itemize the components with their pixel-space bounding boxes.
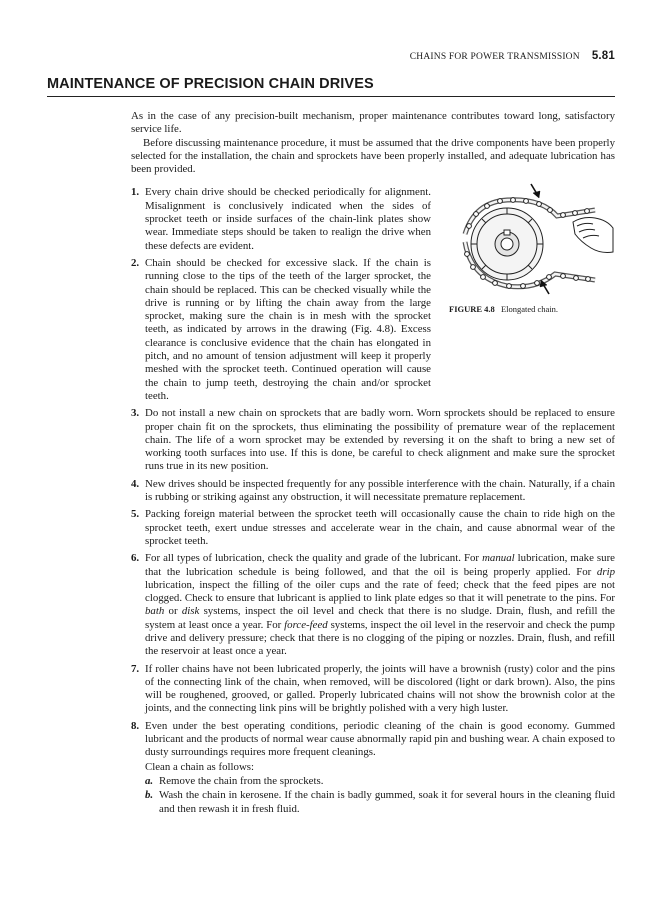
- text-run: systems, inspect the oil level and check that there is no sludge. Drain, flush, and refill the system at least once a year. For: [145, 605, 615, 631]
- page-number: 5.81: [591, 50, 615, 62]
- item-text: [145, 720, 615, 760]
- sub-item-text: Remove the chain from the sprockets.: [159, 774, 324, 787]
- sub-item-letter: b.: [145, 789, 154, 802]
- list-item-7: [131, 663, 615, 716]
- item-number: 2.: [131, 256, 140, 269]
- item-text: Packing foreign material between the sprocket teeth will occasionally cause the chain to ride high on the sprocket teeth, exert undue stresses and accelerate wear in the chain, and cause abnormal wear of the sprocket teeth.: [145, 508, 615, 547]
- emphasis-drip: drip: [596, 565, 615, 578]
- item-text: [145, 552, 615, 658]
- list-item-1: [131, 186, 431, 252]
- list-item-2: [131, 257, 431, 403]
- text-run: lubrication, inspect the filling of the oiler cups and the rate of feed; check that the feed pipes are not clogged. Check to ensure that lubricant is applied to link plate edges so that it will penetrate to the pins. For: [145, 578, 615, 605]
- item-text: Do not install a new chain on sprockets that are badly worn. Worn sprockets should be replaced to ensure proper chain fit on the sprockets, thus eliminating the possibility of premature wear of the replacement chain. The life of a worn sprocket may be extended by reversing it on the shaft to bring a new set of working tooth surfaces into use. If this is done, be careful to check alignment and make sure the sprocket runs true in its new position.: [145, 407, 615, 473]
- intro-paragraph-2: Before discussing maintenance procedure, it must be assumed that the drive components have been properly selected for the installation, the chain and sprockets have been properly installed, and adequate lubrication has been provided.: [131, 136, 615, 176]
- item-number: 7.: [131, 662, 140, 675]
- figure-caption: [445, 303, 615, 316]
- item-8-text: Even under the best operating conditions, periodic cleaning of the chain is good economy. Gummed lubricant and the products of normal wear cause abnormally rapid pin and bushing wear. A chain exposed to dusty surroundings requires more frequent cleanings.: [145, 719, 615, 759]
- list-item-6: [131, 552, 615, 658]
- list-item-5: [131, 508, 615, 548]
- running-head-title: CHAINS FOR POWER TRANSMISSION: [409, 52, 580, 62]
- running-head: [410, 50, 615, 62]
- figure-number: FIGURE 4.8: [449, 304, 495, 315]
- item-text: Every chain drive should be checked periodically for alignment. Misalignment is conclusively indicated when the sides of sprocket teeth or inside surfaces of the chain-link plates show wear. Immediate steps should be taken to realign the drive when these defects are evident.: [145, 186, 431, 252]
- item-number: 8.: [131, 719, 140, 732]
- item-text: Chain should be checked for excessive slack. If the chain is running close to the tips of the teeth of the larger sprocket, the chain should be replaced. This can be checked visually while the drive is running or by lifting the chain away from the large sprocket, making sure the chain is in mesh with the sprocket teeth, as indicated by arrows in the drawing (Fig. 4.8). Excess clearance is conclusive evidence that the chain has elongated in pitch, and no amount of tension adjustment will keep it properly meshed with the sprocket teeth. Continued operation will cause the chain to jump teeth, destroying the chain and/or sprocket teeth.: [145, 256, 431, 402]
- list-item-3: [131, 407, 615, 473]
- sub-item-letter: a.: [145, 774, 154, 787]
- cleaning-intro: Clean a chain as follows:: [145, 760, 255, 773]
- list-item-8: [131, 720, 615, 760]
- text-run: For all types of lubrication, check the quality and grade of the lubricant. For: [145, 552, 483, 565]
- item-number: 5.: [131, 508, 140, 521]
- sub-item-text: Wash the chain in kerosene. If the chain is badly gummed, soak it for several hours in the cleaning fluid and then rewash it in fresh fluid.: [159, 789, 615, 815]
- text-run: systems, inspect the oil level in the reservoir and check the pump drive and delivery pressure; check that there is no clogging of the piping or nozzles. Drain, flush, and refill the reservoir at least once a year.: [145, 618, 615, 658]
- item-text: New drives should be inspected frequently for any possible interference with the chain. Naturally, if a chain is rubbing or striking against any obstruction, it will necessitate premature replacement.: [145, 477, 615, 504]
- item-text: If roller chains have not been lubricated properly, the joints will have a brownish (rusty) color and the pins of the connecting link of the chain, when removed, will be discolored (light or dark brown). Also, the pins will be roughened, grooved, or galled. Properly lubricated chains will not show the brownish color at the joints, and the connecting link pins will be brightly polished with a very high luster.: [145, 662, 615, 715]
- figure-4-8: [445, 182, 615, 316]
- emphasis-disk: disk: [181, 605, 200, 618]
- body-text: [131, 110, 615, 816]
- intro-paragraph-1: As in the case of any precision-built mechanism, proper maintenance contributes toward long, satisfactory service life.: [131, 110, 615, 136]
- text-run: or: [164, 605, 182, 618]
- item-number: 6.: [131, 552, 140, 565]
- item-number: 4.: [131, 477, 140, 490]
- figure-caption-text: Elongated chain.: [500, 304, 559, 315]
- list-item-4: [131, 478, 615, 505]
- text-run: lubrication, make sure that the lubrication schedule is being followed, and that the oil is being properly applied. For: [145, 552, 615, 578]
- emphasis-manual: manual: [482, 552, 515, 565]
- emphasis-force-feed: force-feed: [284, 618, 328, 631]
- item-number: 3.: [131, 407, 140, 420]
- item-number: 1.: [131, 186, 140, 199]
- section-title: MAINTENANCE OF PRECISION CHAIN DRIVES: [47, 76, 615, 97]
- emphasis-bath: bath: [145, 605, 165, 618]
- sub-item-b: [131, 789, 615, 816]
- sub-item-a: [131, 775, 615, 788]
- elongated-chain-illustration: [445, 182, 615, 298]
